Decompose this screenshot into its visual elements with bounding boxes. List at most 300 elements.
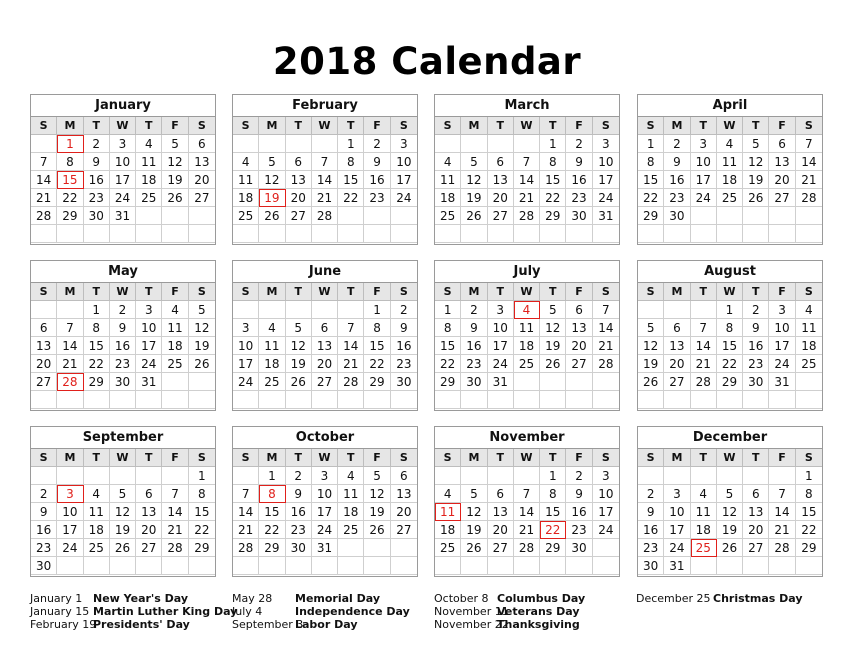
day-cell: 8 — [189, 485, 215, 503]
day-cell: 27 — [31, 373, 57, 391]
day-cell: 9 — [31, 503, 57, 521]
weekday-label: T — [286, 117, 312, 135]
empty-day-cell — [189, 373, 215, 391]
day-cell: 23 — [110, 355, 136, 373]
weekday-label: S — [796, 283, 822, 301]
month-name: September — [31, 427, 215, 449]
day-cell: 29 — [540, 207, 566, 225]
empty-day-cell — [31, 467, 57, 485]
empty-day-cell — [769, 467, 795, 485]
empty-day-cell — [233, 467, 259, 485]
day-cell: 29 — [796, 539, 822, 557]
day-cell: 1 — [84, 301, 110, 319]
month-name: February — [233, 95, 417, 117]
empty-day-cell — [664, 225, 690, 243]
weekday-label: T — [691, 449, 717, 467]
empty-day-cell — [461, 225, 487, 243]
holiday-name: New Year's Day — [93, 592, 189, 605]
empty-day-cell — [136, 391, 162, 409]
weekday-label: W — [110, 283, 136, 301]
weekday-label: T — [540, 283, 566, 301]
empty-day-cell — [540, 225, 566, 243]
holiday-date: July 4 — [232, 605, 263, 618]
empty-day-cell — [84, 225, 110, 243]
empty-day-cell — [391, 557, 417, 575]
day-cell: 7 — [312, 153, 338, 171]
weekday-label: T — [338, 283, 364, 301]
day-cell: 25 — [84, 539, 110, 557]
day-cell: 10 — [391, 153, 417, 171]
day-cell: 24 — [593, 521, 619, 539]
weekday-label: S — [435, 449, 461, 467]
holiday-column — [434, 592, 585, 631]
empty-day-cell — [593, 539, 619, 557]
day-cell: 25 — [435, 207, 461, 225]
day-cell: 5 — [286, 319, 312, 337]
day-cell: 21 — [31, 189, 57, 207]
day-cell: 24 — [593, 189, 619, 207]
day-cell: 10 — [593, 485, 619, 503]
holiday-day-cell: 22 — [540, 521, 566, 539]
empty-day-cell — [717, 207, 743, 225]
empty-day-cell — [514, 373, 540, 391]
day-cell: 11 — [691, 503, 717, 521]
weekday-label: T — [488, 117, 514, 135]
day-cell: 24 — [312, 521, 338, 539]
day-cell: 16 — [461, 337, 487, 355]
day-cell: 10 — [593, 153, 619, 171]
weekday-label: M — [57, 117, 83, 135]
empty-day-cell — [364, 207, 390, 225]
day-cell: 18 — [259, 355, 285, 373]
day-cell: 12 — [364, 485, 390, 503]
empty-day-cell — [488, 467, 514, 485]
empty-day-cell — [743, 467, 769, 485]
empty-day-cell — [136, 557, 162, 575]
day-cell: 5 — [461, 153, 487, 171]
day-cell: 13 — [743, 503, 769, 521]
day-cell: 20 — [286, 189, 312, 207]
day-cell: 20 — [488, 521, 514, 539]
weekday-label: F — [769, 449, 795, 467]
empty-day-cell — [593, 373, 619, 391]
day-cell: 4 — [435, 153, 461, 171]
day-cell: 15 — [364, 337, 390, 355]
weekday-label: S — [593, 449, 619, 467]
day-cell: 17 — [391, 171, 417, 189]
day-cell: 28 — [593, 355, 619, 373]
holiday-name: Martin Luther King Day — [93, 605, 238, 618]
empty-day-cell — [769, 207, 795, 225]
day-cell: 20 — [312, 355, 338, 373]
day-cell: 14 — [57, 337, 83, 355]
day-cell: 11 — [796, 319, 822, 337]
empty-day-cell — [514, 391, 540, 409]
weekday-label: T — [84, 117, 110, 135]
empty-day-cell — [461, 557, 487, 575]
empty-day-cell — [691, 207, 717, 225]
weekday-label: S — [638, 449, 664, 467]
weekday-label: M — [461, 283, 487, 301]
day-cell: 8 — [57, 153, 83, 171]
month-name: May — [31, 261, 215, 283]
day-cell: 16 — [286, 503, 312, 521]
day-cell: 15 — [259, 503, 285, 521]
empty-day-cell — [364, 557, 390, 575]
weekday-label: W — [110, 117, 136, 135]
weekday-label: W — [717, 283, 743, 301]
weekday-label: T — [691, 117, 717, 135]
empty-day-cell — [162, 225, 188, 243]
day-cell: 17 — [488, 337, 514, 355]
day-cell: 23 — [84, 189, 110, 207]
day-cell: 20 — [31, 355, 57, 373]
month-september — [30, 426, 216, 577]
day-cell: 19 — [743, 171, 769, 189]
day-cell: 2 — [566, 135, 592, 153]
day-cell: 25 — [435, 539, 461, 557]
weekday-label: W — [312, 117, 338, 135]
weekday-label: S — [435, 283, 461, 301]
empty-day-cell — [364, 539, 390, 557]
month-may — [30, 260, 216, 411]
holiday-day-cell: 28 — [57, 373, 83, 391]
empty-day-cell — [566, 373, 592, 391]
day-cell: 30 — [566, 539, 592, 557]
day-cell: 28 — [691, 373, 717, 391]
day-cell: 8 — [540, 485, 566, 503]
day-cell: 23 — [566, 521, 592, 539]
empty-day-cell — [259, 225, 285, 243]
empty-day-cell — [435, 225, 461, 243]
day-cell: 26 — [364, 521, 390, 539]
day-cell: 18 — [162, 337, 188, 355]
day-cell: 21 — [593, 337, 619, 355]
holiday-entry — [232, 605, 410, 618]
day-cell: 21 — [769, 521, 795, 539]
empty-day-cell — [461, 391, 487, 409]
day-cell: 29 — [84, 373, 110, 391]
holiday-entry — [30, 618, 237, 631]
holiday-entry — [636, 592, 803, 605]
month-day-grid — [233, 283, 417, 409]
day-cell: 17 — [593, 503, 619, 521]
day-cell: 11 — [136, 153, 162, 171]
month-name: January — [31, 95, 215, 117]
empty-day-cell — [57, 301, 83, 319]
day-cell: 21 — [162, 521, 188, 539]
day-cell: 22 — [84, 355, 110, 373]
holiday-date: November 22 — [434, 618, 509, 631]
day-cell: 4 — [338, 467, 364, 485]
day-cell: 22 — [57, 189, 83, 207]
day-cell: 28 — [338, 373, 364, 391]
day-cell: 16 — [110, 337, 136, 355]
month-day-grid — [638, 283, 822, 409]
day-cell: 16 — [664, 171, 690, 189]
day-cell: 31 — [136, 373, 162, 391]
month-june — [232, 260, 418, 411]
day-cell: 25 — [136, 189, 162, 207]
day-cell: 10 — [233, 337, 259, 355]
day-cell: 19 — [189, 337, 215, 355]
day-cell: 18 — [691, 521, 717, 539]
empty-day-cell — [566, 391, 592, 409]
day-cell: 1 — [638, 135, 664, 153]
day-cell: 20 — [136, 521, 162, 539]
day-cell: 31 — [664, 557, 690, 575]
empty-day-cell — [514, 225, 540, 243]
day-cell: 23 — [664, 189, 690, 207]
day-cell: 27 — [664, 373, 690, 391]
day-cell: 13 — [312, 337, 338, 355]
day-cell: 29 — [540, 539, 566, 557]
weekday-label: F — [364, 117, 390, 135]
empty-day-cell — [233, 301, 259, 319]
weekday-label: M — [57, 449, 83, 467]
empty-day-cell — [286, 557, 312, 575]
day-cell: 24 — [57, 539, 83, 557]
weekday-label: T — [136, 449, 162, 467]
day-cell: 3 — [769, 301, 795, 319]
day-cell: 26 — [189, 355, 215, 373]
weekday-label: S — [796, 449, 822, 467]
holiday-day-cell: 11 — [435, 503, 461, 521]
day-cell: 2 — [286, 467, 312, 485]
day-cell: 1 — [540, 135, 566, 153]
day-cell: 5 — [743, 135, 769, 153]
day-cell: 6 — [286, 153, 312, 171]
day-cell: 15 — [796, 503, 822, 521]
day-cell: 2 — [638, 485, 664, 503]
day-cell: 13 — [488, 503, 514, 521]
holiday-date: May 28 — [232, 592, 273, 605]
day-cell: 6 — [488, 485, 514, 503]
empty-day-cell — [31, 225, 57, 243]
day-cell: 2 — [110, 301, 136, 319]
day-cell: 18 — [717, 171, 743, 189]
day-cell: 1 — [796, 467, 822, 485]
day-cell: 31 — [593, 207, 619, 225]
day-cell: 17 — [57, 521, 83, 539]
day-cell: 20 — [743, 521, 769, 539]
day-cell: 13 — [769, 153, 795, 171]
holiday-name: Columbus Day — [497, 592, 586, 605]
day-cell: 9 — [566, 485, 592, 503]
day-cell: 6 — [312, 319, 338, 337]
day-cell: 18 — [136, 171, 162, 189]
weekday-label: M — [461, 449, 487, 467]
day-cell: 4 — [796, 301, 822, 319]
day-cell: 24 — [664, 539, 690, 557]
empty-day-cell — [638, 467, 664, 485]
empty-day-cell — [312, 225, 338, 243]
weekday-label: T — [136, 117, 162, 135]
month-day-grid — [638, 117, 822, 243]
holiday-entry — [232, 618, 410, 631]
day-cell: 11 — [717, 153, 743, 171]
day-cell: 22 — [638, 189, 664, 207]
day-cell: 25 — [259, 373, 285, 391]
day-cell: 2 — [664, 135, 690, 153]
holiday-day-cell: 4 — [514, 301, 540, 319]
day-cell: 1 — [540, 467, 566, 485]
empty-day-cell — [364, 225, 390, 243]
day-cell: 11 — [514, 319, 540, 337]
day-cell: 13 — [189, 153, 215, 171]
month-day-grid — [435, 449, 619, 575]
day-cell: 21 — [312, 189, 338, 207]
day-cell: 14 — [691, 337, 717, 355]
empty-day-cell — [259, 301, 285, 319]
day-cell: 29 — [638, 207, 664, 225]
day-cell: 13 — [391, 485, 417, 503]
day-cell: 3 — [664, 485, 690, 503]
holiday-date: October 8 — [434, 592, 489, 605]
day-cell: 13 — [286, 171, 312, 189]
day-cell: 6 — [664, 319, 690, 337]
empty-day-cell — [540, 557, 566, 575]
day-cell: 5 — [461, 485, 487, 503]
day-cell: 1 — [364, 301, 390, 319]
day-cell: 6 — [31, 319, 57, 337]
empty-day-cell — [796, 207, 822, 225]
day-cell: 7 — [796, 135, 822, 153]
month-october — [232, 426, 418, 577]
day-cell: 1 — [338, 135, 364, 153]
empty-day-cell — [162, 373, 188, 391]
day-cell: 12 — [638, 337, 664, 355]
weekday-label: S — [31, 283, 57, 301]
weekday-label: F — [364, 283, 390, 301]
weekday-label: S — [391, 283, 417, 301]
day-cell: 7 — [31, 153, 57, 171]
holiday-date: January 15 — [30, 605, 90, 618]
day-cell: 9 — [110, 319, 136, 337]
day-cell: 10 — [769, 319, 795, 337]
day-cell: 23 — [638, 539, 664, 557]
empty-day-cell — [566, 225, 592, 243]
day-cell: 20 — [189, 171, 215, 189]
weekday-label: F — [566, 283, 592, 301]
day-cell: 29 — [259, 539, 285, 557]
day-cell: 13 — [31, 337, 57, 355]
day-cell: 10 — [57, 503, 83, 521]
empty-day-cell — [638, 391, 664, 409]
day-cell: 4 — [136, 135, 162, 153]
day-cell: 27 — [769, 189, 795, 207]
day-cell: 16 — [566, 171, 592, 189]
empty-day-cell — [638, 225, 664, 243]
day-cell: 28 — [162, 539, 188, 557]
empty-day-cell — [136, 467, 162, 485]
empty-day-cell — [391, 225, 417, 243]
empty-day-cell — [84, 467, 110, 485]
day-cell: 1 — [435, 301, 461, 319]
weekday-label: F — [364, 449, 390, 467]
weekday-label: T — [84, 449, 110, 467]
day-cell: 11 — [162, 319, 188, 337]
day-cell: 12 — [286, 337, 312, 355]
empty-day-cell — [514, 135, 540, 153]
day-cell: 9 — [743, 319, 769, 337]
day-cell: 6 — [743, 485, 769, 503]
day-cell: 16 — [364, 171, 390, 189]
day-cell: 9 — [664, 153, 690, 171]
empty-day-cell — [259, 391, 285, 409]
weekday-label: M — [461, 117, 487, 135]
weekday-label: W — [110, 449, 136, 467]
day-cell: 17 — [593, 171, 619, 189]
day-cell: 21 — [338, 355, 364, 373]
day-cell: 12 — [743, 153, 769, 171]
day-cell: 3 — [312, 467, 338, 485]
holiday-entry — [434, 618, 585, 631]
day-cell: 28 — [233, 539, 259, 557]
weekday-label: M — [664, 117, 690, 135]
empty-day-cell — [31, 135, 57, 153]
day-cell: 4 — [259, 319, 285, 337]
month-july — [434, 260, 620, 411]
day-cell: 24 — [136, 355, 162, 373]
day-cell: 4 — [162, 301, 188, 319]
empty-day-cell — [162, 207, 188, 225]
weekday-label: S — [638, 117, 664, 135]
day-cell: 28 — [31, 207, 57, 225]
day-cell: 25 — [338, 521, 364, 539]
day-cell: 26 — [743, 189, 769, 207]
day-cell: 26 — [717, 539, 743, 557]
empty-day-cell — [717, 391, 743, 409]
empty-day-cell — [338, 207, 364, 225]
month-name: April — [638, 95, 822, 117]
holiday-date: September 3 — [232, 618, 304, 631]
day-cell: 5 — [638, 319, 664, 337]
empty-day-cell — [540, 391, 566, 409]
day-cell: 27 — [391, 521, 417, 539]
day-cell: 8 — [638, 153, 664, 171]
empty-day-cell — [664, 301, 690, 319]
weekday-label: T — [286, 283, 312, 301]
day-cell: 16 — [84, 171, 110, 189]
day-cell: 11 — [233, 171, 259, 189]
weekday-label: F — [566, 449, 592, 467]
day-cell: 24 — [110, 189, 136, 207]
empty-day-cell — [391, 207, 417, 225]
day-cell: 1 — [259, 467, 285, 485]
empty-day-cell — [514, 467, 540, 485]
day-cell: 10 — [136, 319, 162, 337]
day-cell: 28 — [769, 539, 795, 557]
weekday-label: M — [664, 449, 690, 467]
weekday-label: W — [717, 449, 743, 467]
empty-day-cell — [110, 391, 136, 409]
month-february — [232, 94, 418, 245]
day-cell: 18 — [435, 189, 461, 207]
day-cell: 14 — [593, 319, 619, 337]
empty-day-cell — [717, 557, 743, 575]
empty-day-cell — [488, 391, 514, 409]
day-cell: 3 — [593, 467, 619, 485]
day-cell: 4 — [691, 485, 717, 503]
day-cell: 14 — [312, 171, 338, 189]
holiday-day-cell: 19 — [259, 189, 285, 207]
holiday-entry — [434, 592, 585, 605]
empty-day-cell — [233, 391, 259, 409]
empty-day-cell — [84, 557, 110, 575]
weekday-label: T — [743, 117, 769, 135]
day-cell: 25 — [514, 355, 540, 373]
